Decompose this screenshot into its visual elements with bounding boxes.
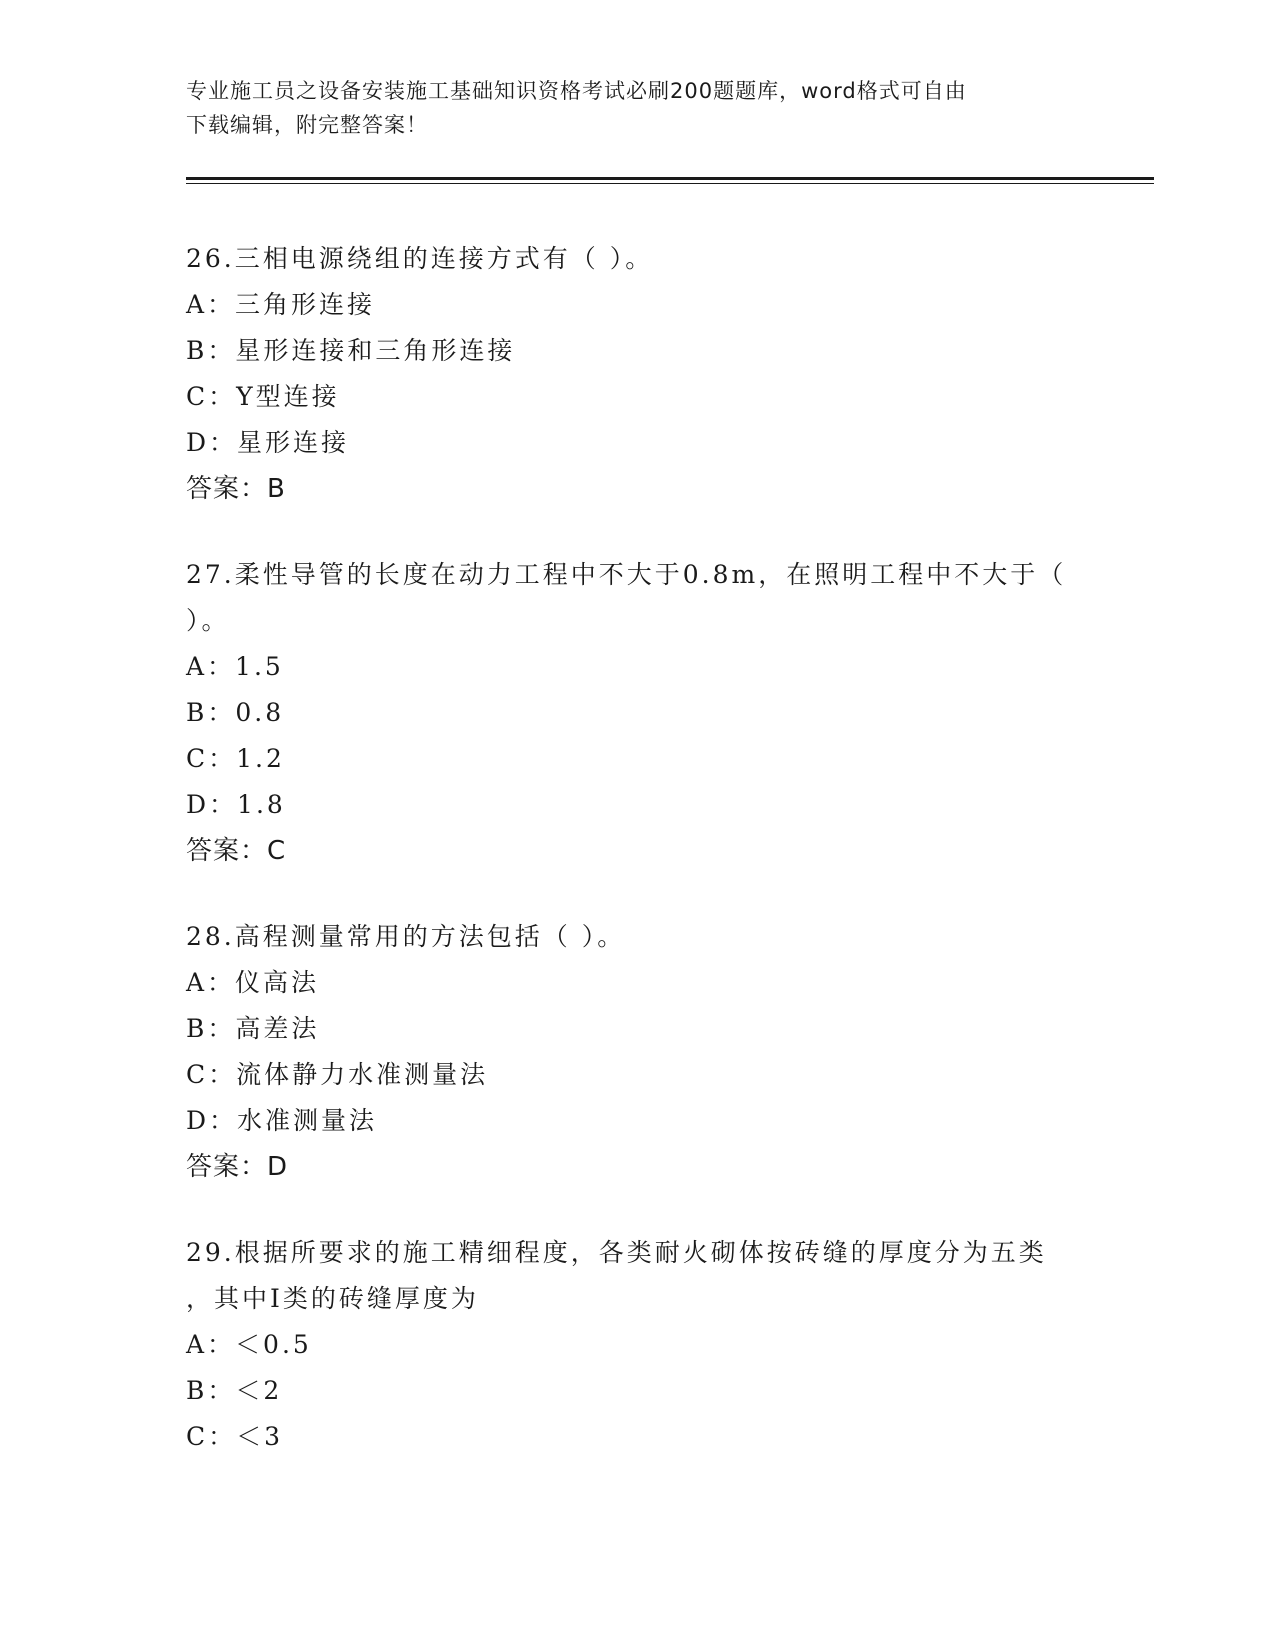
question-29 (186, 1230, 1086, 1460)
option-b: B：＜2 (186, 1376, 283, 1405)
question-title: 28.高程测量常用的方法包括（ ）。 (186, 922, 626, 951)
question-title: 26.三相电源绕组的连接方式有（ ）。 (186, 244, 654, 273)
option-a: A：＜0.5 (186, 1330, 312, 1359)
question-title: 27.柔性导管的长度在动力工程中不大于0.8m，在照明工程中不大于（ (186, 560, 1067, 589)
option-c: C：Y型连接 (186, 382, 340, 411)
option-a: A：三角形连接 (186, 290, 376, 319)
question-title-continued: ，其中Ⅰ类的砖缝厚度为 (186, 1284, 479, 1313)
header-line-1: 专业施工员之设备安装施工基础知识资格考试必刷200题题库，word格式可自由 (186, 79, 967, 103)
answer: 答案：B (186, 474, 286, 504)
question-list (186, 236, 1086, 1500)
option-b: B：高差法 (186, 1014, 320, 1043)
option-d: D：1.8 (186, 790, 286, 819)
option-d: D：水准测量法 (186, 1106, 378, 1135)
option-c: C：流体静力水准测量法 (186, 1060, 489, 1089)
question-27 (186, 552, 1086, 874)
option-a: A：1.5 (186, 652, 284, 681)
answer: 答案：C (186, 836, 287, 866)
option-b: B：星形连接和三角形连接 (186, 336, 516, 365)
document-header (186, 74, 1066, 142)
header-line-2: 下载编辑，附完整答案！ (186, 113, 428, 137)
question-title-continued: ）。 (186, 606, 230, 635)
header-rule-thin (186, 183, 1154, 184)
question-26 (186, 236, 1086, 512)
option-c: C：1.2 (186, 744, 285, 773)
option-a: A：仪高法 (186, 968, 320, 997)
question-title: 29.根据所要求的施工精细程度，各类耐火砌体按砖缝的厚度分为五类 (186, 1238, 1047, 1267)
option-b: B：0.8 (186, 698, 285, 727)
option-d: D：星形连接 (186, 428, 350, 457)
header-rule-thick (186, 177, 1154, 180)
question-28 (186, 914, 1086, 1190)
answer: 答案：D (186, 1152, 289, 1182)
option-c: C：＜3 (186, 1422, 284, 1451)
